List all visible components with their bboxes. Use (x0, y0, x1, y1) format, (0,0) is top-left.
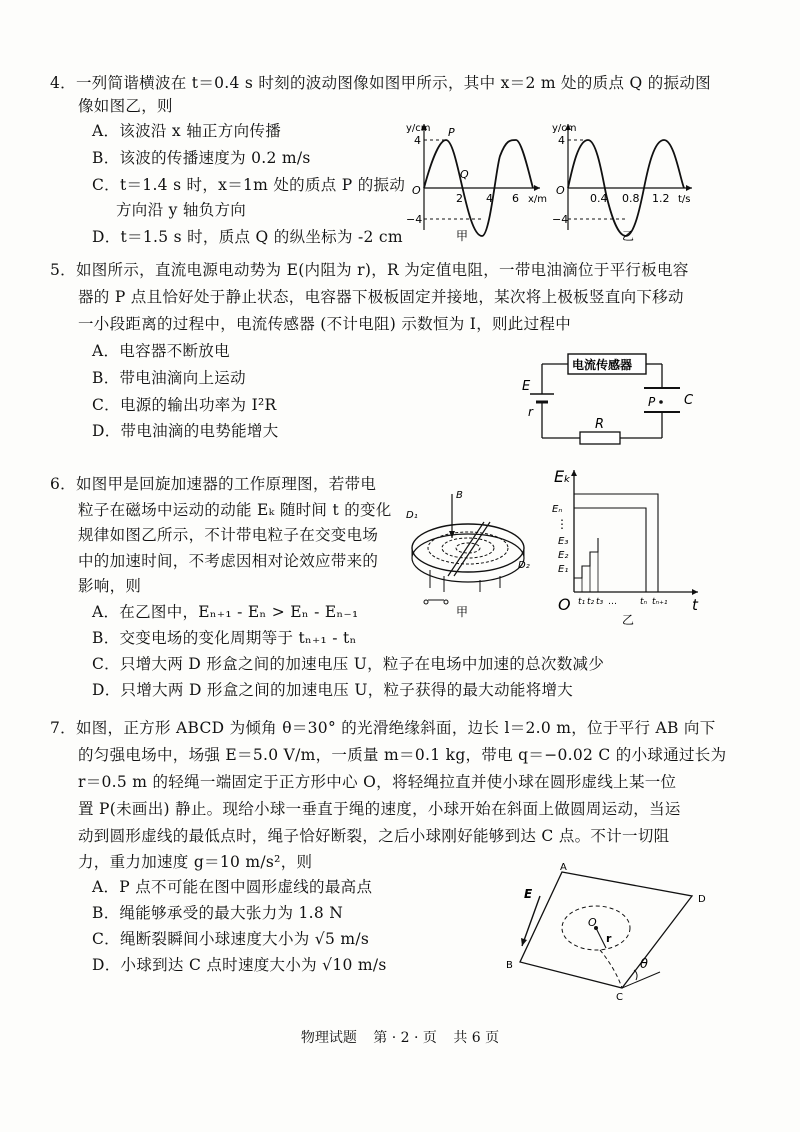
q4-wave-figure (400, 118, 550, 247)
q7-stem-line4: 置 P(未画出) 静止。现给小球一垂直于绳的速度，小球开始在斜面上做圆周运动，当运 (78, 800, 681, 818)
resistor-label: R (595, 417, 605, 432)
capacitor-point-p: P (648, 395, 656, 409)
q5-stem-line1: 5．如图所示，直流电源电动势为 E(内阻为 r)，R 为定值电阻，一带电油滴位于平行板电容 (50, 261, 689, 279)
ek-time-t1: t₁ (578, 597, 586, 607)
q7-stem-line1: 7．如图，正方形 ABCD 为倾角 θ＝30° 的光滑绝缘斜面，边长 l＝2.0 m，位于平行 AB 向下 (50, 719, 716, 737)
resistor (580, 432, 620, 444)
q5-circuit-figure (508, 350, 708, 454)
current-sensor-label: 电流传感器 (572, 358, 633, 372)
footer-total-pages: 共 6 页 (453, 1030, 500, 1046)
wave-x-axis-label: x/m (528, 194, 548, 205)
ek-y-axis-label: Eₖ (554, 467, 571, 486)
q4-stem-line1: 4．一列简谐横波在 t＝0.4 s 时刻的波动图像如图甲所示，其中 x＝2 m 处的质点 Q 的振动图 (50, 74, 711, 92)
wave-tick-neg4: −4 (406, 213, 423, 226)
q5-option-c: C．电源的输出功率为 I²R (92, 396, 277, 414)
q5-stem-line2: 器的 P 点且恰好处于静止状态，电容器下极板固定并接地，某次将上极板竖直向下移动 (78, 288, 684, 306)
q6-cyclotron-figure (400, 488, 540, 622)
q5-option-a: A．电容器不断放电 (92, 342, 230, 360)
vib-tick-1.2: 1.2 (652, 192, 670, 205)
slope-label-a: A (560, 862, 567, 873)
vib-y-axis-label: y/cm (552, 123, 577, 134)
vib-origin: O (556, 184, 565, 197)
wave-point-p: P (448, 126, 455, 139)
slope-label-o: O (588, 916, 597, 929)
q6-stem-line2: 粒子在磁场中运动的动能 Eₖ 随时间 t 的变化 (78, 501, 392, 519)
q7-option-b: B．绳能够承受的最大张力为 1.8 N (92, 904, 344, 922)
ek-level-e1: E₁ (558, 564, 569, 575)
wave-point-q: Q (460, 168, 469, 181)
wave-origin: O (412, 184, 421, 197)
vib-x-axis-label: t/s (678, 194, 691, 205)
ek-level-dots: ⋮ (556, 517, 568, 531)
ek-time-dots: … (608, 597, 617, 607)
q7-stem-line2: 的匀强电场中，场强 E＝5.0 V/m，一质量 m＝0.1 kg，带电 q＝−0.02 C 的小球通过长为 (78, 746, 727, 764)
wave-tick-6: 6 (512, 192, 519, 205)
q4-vibration-figure (552, 118, 702, 247)
q6-stem-line5: 影响，则 (78, 577, 142, 595)
battery-label-e: E (522, 379, 531, 394)
vib-caption: 乙 (622, 229, 635, 243)
q4-option-c-line2: 方向沿 y 轴负方向 (116, 201, 247, 219)
battery-label-r: r (528, 405, 533, 419)
ek-x-axis-label: t (692, 596, 698, 614)
q7-stem-line6: 力，重力加速度 g＝10 m/s²，则 (78, 853, 313, 871)
ek-level-en: Eₙ (552, 504, 563, 515)
capacitor-label-c: C (684, 393, 694, 408)
slope-label-c: C (616, 992, 623, 1002)
cyclotron-label-b: B (456, 490, 463, 501)
slope-label-r: r (606, 932, 612, 945)
vib-tick-neg4: −4 (552, 213, 569, 226)
q6-option-d: D．只增大两 D 形盒之间的加速电压 U，粒子获得的最大动能将增大 (92, 681, 574, 699)
q7-option-d: D．小球到达 C 点时速度大小为 √10 m/s (92, 956, 387, 974)
q4-stem-line2: 像如图乙，则 (78, 97, 173, 115)
cyclotron-caption: 甲 (456, 605, 469, 618)
ek-time-tn1: tₙ₊₁ (652, 597, 668, 607)
wave-tick-2: 2 (456, 192, 463, 205)
page-footer (0, 1027, 800, 1047)
q5-option-b: B．带电油滴向上运动 (92, 369, 246, 387)
q6-option-a: A．在乙图中，Eₙ₊₁ - Eₙ > Eₙ - Eₙ₋₁ (92, 603, 359, 621)
slope-label-theta: θ (640, 957, 648, 972)
q7-stem-line3: r＝0.5 m 的轻绳一端固定于正方形中心 O，将轻绳拉直并使小球在圆形虚线上某一位 (78, 773, 677, 791)
ek-time-t3: t₃ (596, 597, 604, 607)
ek-level-e2: E₂ (558, 550, 569, 561)
footer-page-number: 第 · 2 · 页 (373, 1030, 437, 1046)
q6-option-c: C．只增大两 D 形盒之间的加速电压 U，粒子在电场中加速的总次数减少 (92, 655, 605, 673)
wave-tick-pos4: 4 (414, 134, 421, 147)
q4-option-c-line1: C．t＝1.4 s 时，x＝1m 处的质点 P 的振动 (92, 176, 406, 194)
q7-slope-figure (500, 862, 720, 1006)
ek-caption: 乙 (622, 613, 635, 626)
square-abcd (520, 872, 692, 988)
cyclotron-label-d2: D₂ (518, 560, 530, 571)
q6-stem-line4: 中的加速时间，不考虑因相对论效应带来的 (78, 552, 379, 570)
vib-tick-pos4: 4 (558, 134, 565, 147)
ek-time-t2: t₂ (587, 597, 595, 607)
cyclotron-label-d1: D₁ (406, 510, 418, 521)
q4-option-b: B．该波的传播速度为 0.2 m/s (92, 149, 311, 167)
ek-level-e3: E₃ (558, 536, 569, 547)
q4-option-d: D．t＝1.5 s 时，质点 Q 的纵坐标为 -2 cm (92, 228, 403, 246)
slope-label-b: B (506, 960, 513, 971)
q5-option-d: D．带电油滴的电势能增大 (92, 422, 279, 440)
vib-tick-0.8: 0.8 (622, 192, 640, 205)
wave-y-axis-label: y/cm (406, 123, 431, 134)
vib-tick-0.4: 0.4 (590, 192, 608, 205)
q7-stem-line5: 动到圆形虚线的最低点时，绳子恰好断裂，之后小球刚好能够到达 C 点。不计一切阻 (78, 827, 670, 845)
q5-stem-line3: 一小段距离的过程中，电流传感器 (不计电阻) 示数恒为 I，则此过程中 (78, 315, 571, 333)
q6-option-b: B．交变电场的变化周期等于 tₙ₊₁ - tₙ (92, 629, 357, 647)
ek-origin: O (558, 595, 571, 614)
slope-label-d: D (698, 894, 706, 905)
wave-caption: 甲 (456, 229, 469, 243)
q6-stem-line1: 6．如图甲是回旋加速器的工作原理图，若带电 (50, 475, 377, 493)
q4-option-a: A．该波沿 x 轴正方向传播 (92, 122, 281, 140)
q7-option-a: A．P 点不可能在图中圆形虚线的最高点 (92, 878, 373, 896)
wave-tick-4: 4 (486, 192, 493, 205)
q6-energy-time-figure (546, 460, 706, 630)
footer-subject: 物理试题 (300, 1030, 357, 1046)
ek-time-tn: tₙ (640, 597, 648, 607)
q6-stem-line3: 规律如图乙所示，不计带电粒子在交变电场 (78, 526, 379, 544)
q7-option-c: C．绳断裂瞬间小球速度大小为 √5 m/s (92, 930, 370, 948)
slope-label-e: E (524, 887, 533, 901)
